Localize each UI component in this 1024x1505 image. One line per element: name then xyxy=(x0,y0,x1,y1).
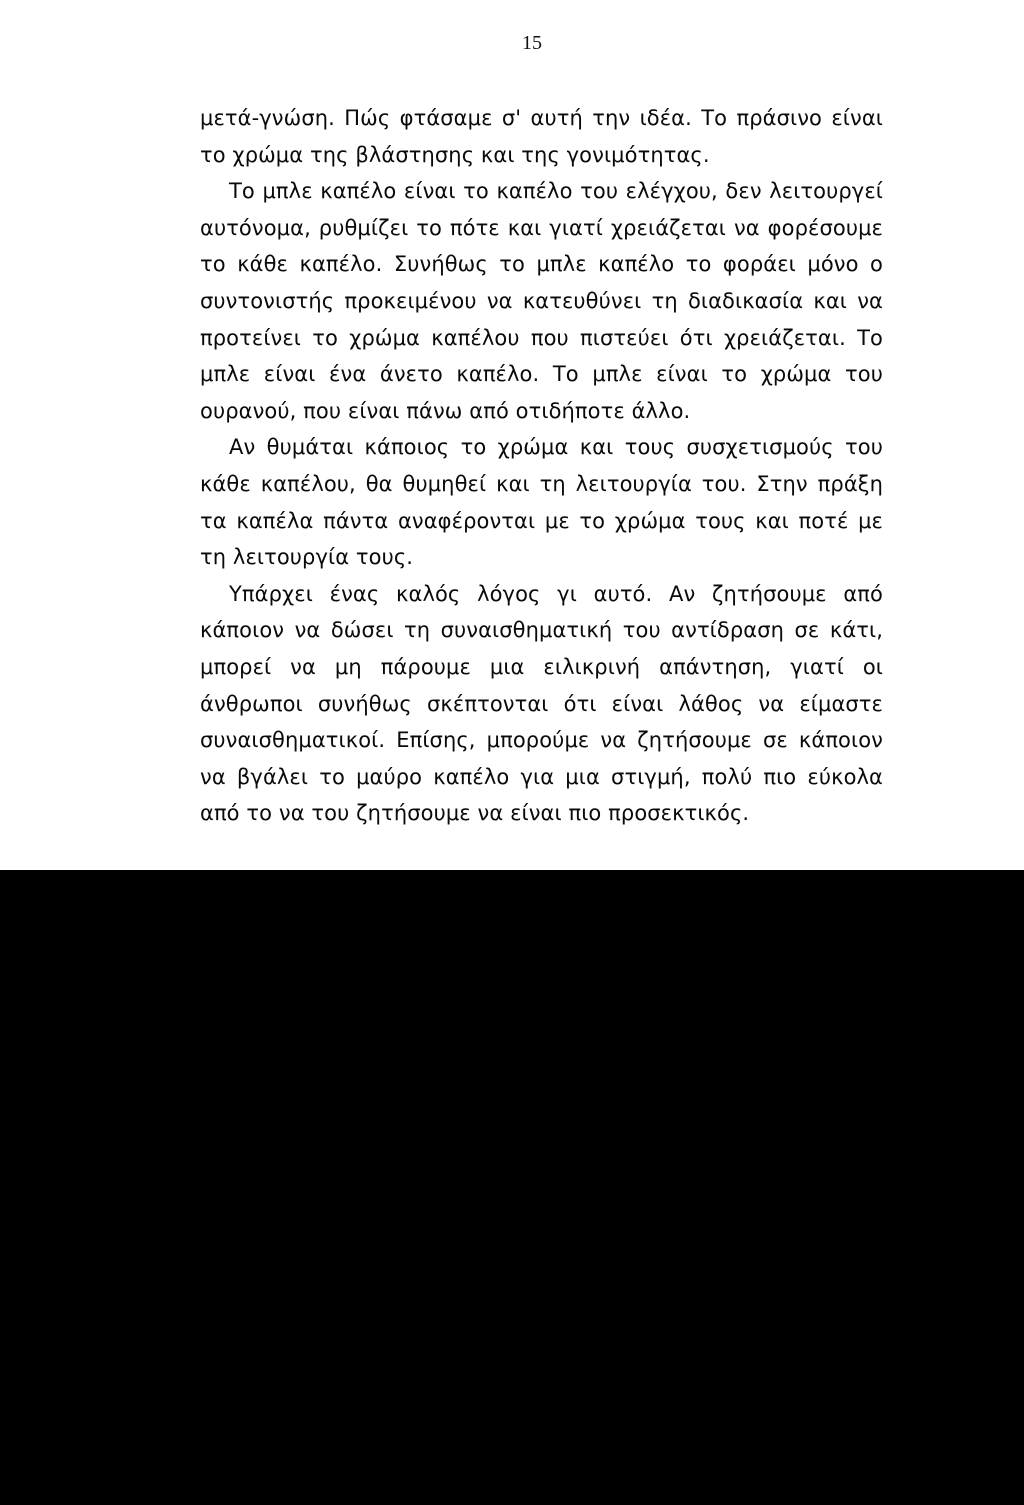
page-number: 15 xyxy=(522,32,542,54)
paragraph-4: Υπάρχει ένας καλός λόγος γι αυτό. Αν ζητήσουμε από κάποιον να δώσει τη συναισθηματική του αντίδραση σε κάτι, μπορεί να μη πάρουμε μια ειλικρινή απάντηση, γιατί οι άνθρωποι συνήθως σκέπτονται ότι είναι λάθος να είμαστε συναισθηματικοί. Επίσης, μπορούμε να ζητήσουμε σε κάποιον να βγάλει το μαύρο καπέλο για μια στιγμή, πολύ πιο εύκολα από το να του ζητήσουμε να είναι πιο προσεκτικός. xyxy=(200,581,883,826)
paragraph-3: Αν θυμάται κάποιος το χρώμα και τους συσχετισμούς του κάθε καπέλου, θα θυμηθεί και τη λειτουργία του. Στην πράξη τα καπέλα πάντα αναφέρονται με το χρώμα τους και ποτέ με τη λειτουργία τους. xyxy=(200,435,883,570)
paragraph-2: Το μπλε καπέλο είναι το καπέλο του ελέγχου, δεν λειτουργεί αυτόνομα, ρυθμίζει το πότε και γιατί χρειάζεται να φορέσουμε το κάθε καπέλο. Συνήθως το μπλε καπέλο το φοράει μόνο ο συντονιστής προκειμένου να κατευθύνει τη διαδικασία και να προτείνει το χρώμα καπέλου που πιστεύει ότι χρειάζεται. Το μπλε είναι ένα άνετο καπέλο. Το μπλε είναι το χρώμα του ουρανού, που είναι πάνω από οτιδήποτε άλλο. xyxy=(200,179,883,423)
black-scan-area xyxy=(0,870,1024,1505)
document-body xyxy=(200,100,883,832)
paragraph-1: μετά-γνώση. Πώς φτάσαμε σ' αυτή την ιδέα. Το πράσινο είναι το χρώμα της βλάστησης και της γονιμότητας. xyxy=(200,106,883,167)
